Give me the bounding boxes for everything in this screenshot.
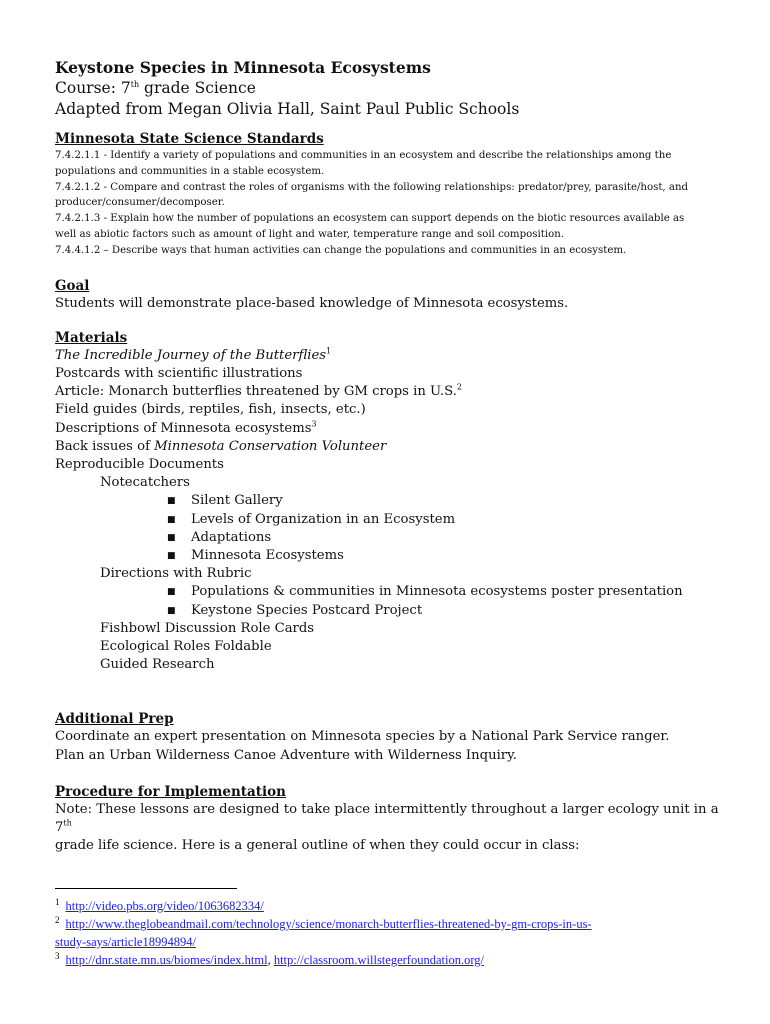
document-page (55, 58, 725, 855)
materials-heading: Materials (55, 329, 128, 346)
footnote-link[interactable]: http://www.theglobeandmail.com/technology/science/monarch-butterflies-threatened-by-gm-crops-in-us- (65, 917, 592, 931)
prep-heading: Additional Prep (55, 711, 174, 728)
standard-line: 7.4.2.1.2 - Compare and contrast the roles of organisms with the following relationships: predator/prey, parasite/host, and (55, 181, 689, 193)
list-item: ■ Populations & communities in Minnesota ecosystems poster presentation (55, 583, 725, 601)
procedure-line: grade life science. Here is a general outline of when they could occur in class: (55, 838, 580, 854)
course-line: Course: 7th grade Science (55, 79, 256, 97)
list-item: ■ Keystone Species Postcard Project (55, 602, 725, 620)
standard-line: 7.4.2.1.3 - Explain how the number of populations an ecosystem can support depends on the biotic resources available as (55, 213, 685, 225)
material-back-issues: Back issues of Minnesota Conservation Volunteer (55, 438, 387, 454)
material-field-guides: Field guides (birds, reptiles, fish, insects, etc.) (55, 402, 366, 418)
list-item: ■ Silent Gallery (55, 492, 725, 510)
material-descriptions: Descriptions of Minnesota ecosystems$^3$ (55, 419, 317, 436)
footnote-1: $^1$ http://video.pbs.org/video/1063682334/ (55, 896, 264, 913)
square-bullet-icon: ■ (167, 605, 176, 616)
footnote-divider (55, 888, 237, 889)
footnotes (55, 888, 725, 969)
procedure-line: Note: These lessons are designed to take place intermittently throughout a larger ecology unit in a 7th (55, 801, 719, 836)
footnote-link[interactable]: study-says/article18994894/ (55, 935, 196, 949)
prep-line: Plan an Urban Wilderness Canoe Adventure with Wilderness Inquiry. (55, 747, 517, 763)
material-directions: Directions with Rubric (100, 566, 252, 582)
list-item: ■ Levels of Organization in an Ecosystem (55, 511, 725, 529)
standards-heading: Minnesota State Science Standards (55, 131, 324, 147)
footnote-link[interactable]: http://video.pbs.org/video/1063682334/ (65, 899, 264, 913)
standard-line: well as abiotic factors such as amount of light and water, temperature range and soil composition. (55, 228, 565, 240)
prep-line: Coordinate an expert presentation on Minnesota species by a National Park Service ranger. (55, 729, 670, 745)
goal-text: Students will demonstrate place-based knowledge of Minnesota ecosystems. (55, 295, 569, 311)
standard-line: 7.4.4.1.2 – Describe ways that human activities can change the populations and communities in an ecosystem. (55, 244, 627, 256)
material-fishbowl: Fishbowl Discussion Role Cards (100, 620, 315, 636)
footnote-2: $^2$ http://www.theglobeandmail.com/technology/science/monarch-butterflies-threatened-by-gm-crops-in-us- (55, 914, 592, 931)
standard-line: populations and communities in a stable ecosystem. (55, 165, 325, 177)
material-book: The Incredible Journey of the Butterflies$^1$ (55, 346, 332, 363)
standard-line: producer/consumer/decomposer. (55, 197, 225, 209)
footnote-2-cont (55, 933, 725, 951)
standard-line: 7.4.2.1.1 - Identify a variety of populations and communities in an ecosystem and describe the relationships among the (55, 150, 672, 161)
document-title: Keystone Species in Minnesota Ecosystems (55, 58, 431, 77)
footnote-3: $^3$ http://dnr.state.mn.us/biomes/index.html, http://classroom.willstegerfoundation.org/ (55, 950, 484, 967)
adapted-line: Adapted from Megan Olivia Hall, Saint Paul Public Schools (55, 100, 520, 118)
square-bullet-icon: ■ (167, 551, 176, 562)
material-notecatchers: Notecatchers (100, 475, 190, 491)
footnote-link[interactable]: http://classroom.willstegerfoundation.org/ (273, 953, 484, 967)
list-item: ■ Minnesota Ecosystems (55, 547, 725, 565)
square-bullet-icon: ■ (167, 532, 176, 543)
square-bullet-icon: ■ (167, 587, 176, 598)
material-postcards: Postcards with scientific illustrations (55, 365, 303, 381)
footnote-link[interactable]: http://dnr.state.mn.us/biomes/index.html (65, 953, 268, 967)
square-bullet-icon: ■ (167, 496, 176, 507)
procedure-heading: Procedure for Implementation (55, 783, 286, 800)
material-foldable: Ecological Roles Foldable (100, 639, 272, 655)
list-item: ■ Adaptations (55, 529, 725, 547)
standards-list (55, 148, 725, 259)
material-guided: Guided Research (100, 657, 215, 673)
goal-heading: Goal (55, 277, 90, 294)
material-reproducible: Reproducible Documents (55, 457, 224, 472)
material-article: Article: Monarch butterflies threatened by GM crops in U.S.$^2$ (55, 382, 462, 400)
square-bullet-icon: ■ (167, 514, 176, 525)
